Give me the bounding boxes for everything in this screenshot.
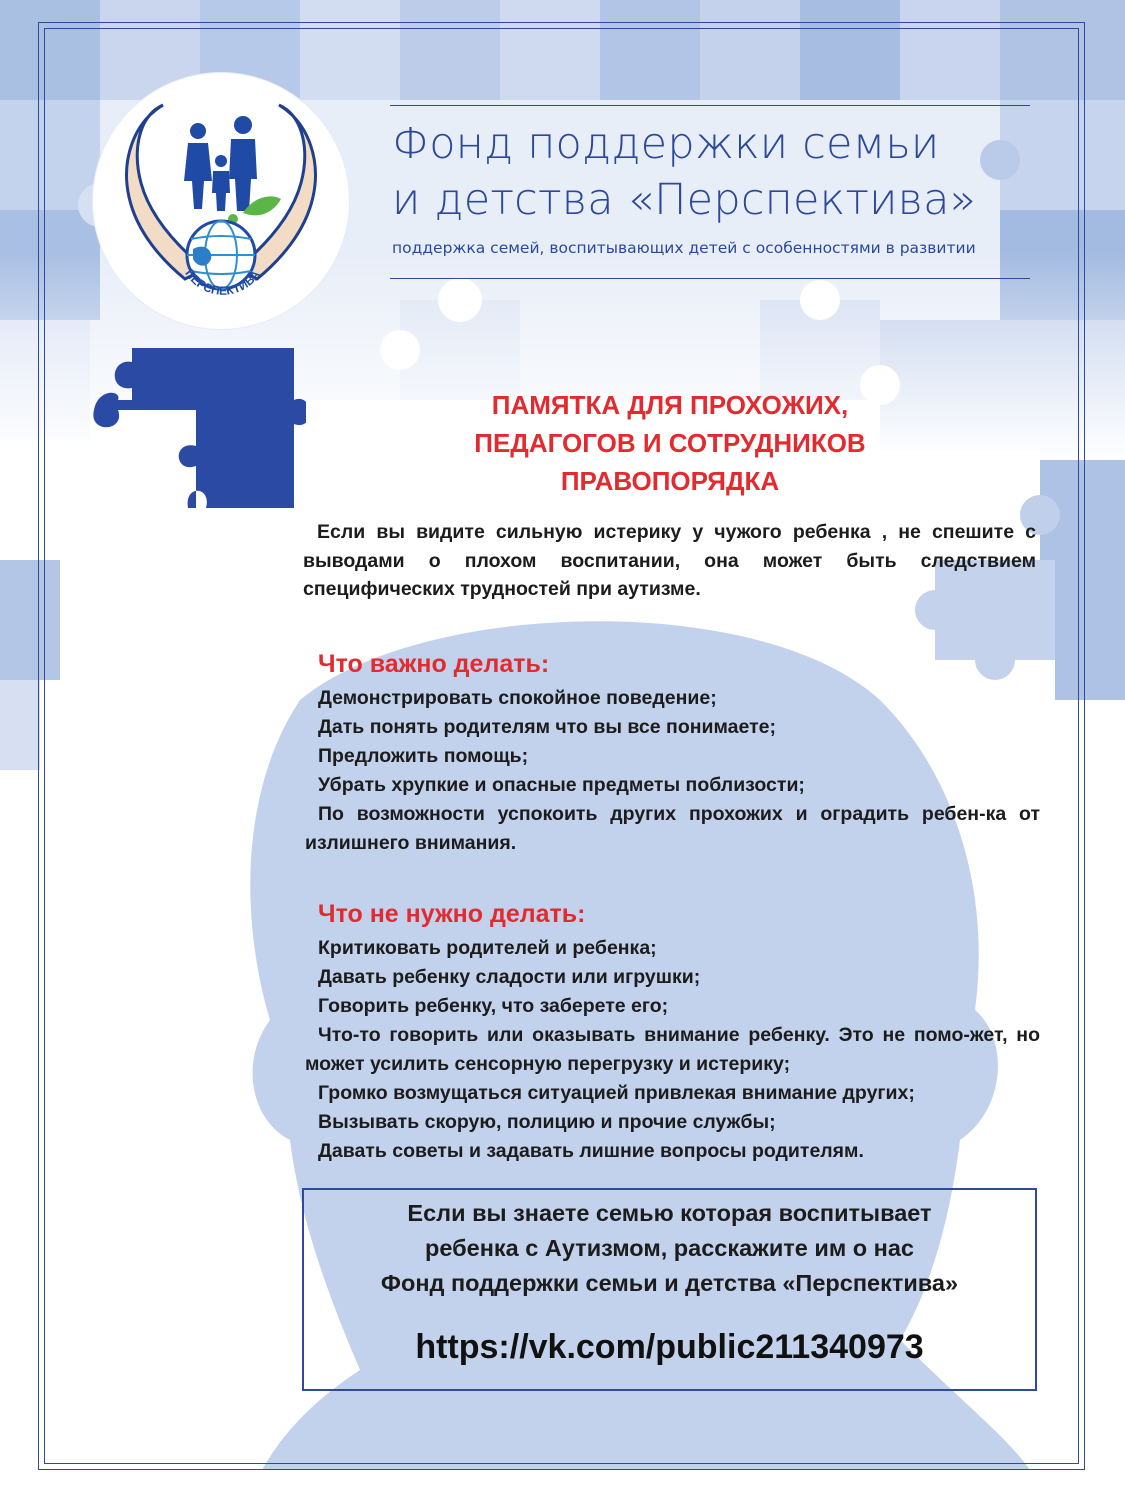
memo-title-line1: ПАМЯТКА ДЛЯ ПРОХОЖИХ, (491, 390, 849, 420)
list-item: Давать ребенку сладости или игрушки; (318, 966, 701, 988)
logo-emblem (93, 73, 349, 329)
list-item: Убрать хрупкие и опасные предметы поблизости; (318, 774, 805, 796)
organization-title-line1: Фонд поддержки семьи (392, 119, 940, 169)
cta-line3: Фонд поддержки семьи и детства «Перспектива» (380, 1270, 959, 1296)
header-rule-bottom (390, 278, 1030, 279)
family-icon (184, 116, 257, 211)
list-item: Критиковать родителей и ребенка; (318, 937, 657, 959)
list-item: Что-то говорить или оказывать внимание ребенку. Это не помо-жет, но может усилить сенсорную перегрузку и истерику; (305, 1024, 1040, 1075)
do-heading: Что важно делать: (318, 650, 550, 678)
logo (93, 73, 349, 329)
list-item: Дать понять родителям что вы все понимаете; (318, 716, 776, 738)
cta-box (302, 1188, 1037, 1391)
cta-text (304, 1196, 1035, 1301)
organization-title (392, 116, 1042, 228)
list-item: По возможности успокоить других прохожих и оградить ребен-ка от излишнего внимания. (305, 803, 1040, 854)
logo-arc-text: ПЕРСПЕКТИВА (182, 266, 263, 298)
vk-link[interactable]: https://vk.com/public211340973 (415, 1328, 924, 1366)
memo-title-line2: ПЕДАГОГОВ И СОТРУДНИКОВ (474, 428, 866, 458)
list-item: Давать советы и задавать лишние вопросы родителям. (318, 1140, 864, 1162)
intro-paragraph: Если вы видите сильную истерику у чужого ребенка , не спешите с выводами о плохом воспитании, она может быть следствием специфических трудностей при аутизме. (303, 521, 1036, 600)
header-rule-top (390, 105, 1030, 106)
dont-heading: Что не нужно делать: (318, 900, 586, 928)
list-item: Громко возмущаться ситуацией привлекая внимание других; (318, 1082, 915, 1104)
dont-list (305, 934, 1040, 1166)
puzzle-piece-icon (88, 348, 306, 508)
memo-title-line3: ПРАВОПОРЯДКА (560, 466, 780, 496)
list-item: Предложить помощь; (318, 745, 529, 767)
list-item: Демонстрировать спокойное поведение; (318, 687, 717, 709)
cta-line2: ребенка с Аутизмом, расскажите им о нас (425, 1235, 914, 1261)
memo-title (400, 386, 940, 500)
organization-title-line2: и детства «Перспектива» (392, 175, 977, 225)
do-list (305, 684, 1040, 858)
list-item: Говорить ребенку, что заберете его; (318, 995, 669, 1017)
leaf-icon (228, 196, 281, 224)
list-item: Вызывать скорую, полицию и прочие службы; (318, 1111, 776, 1133)
cta-line1: Если вы знаете семью которая воспитывает (407, 1200, 932, 1226)
organization-subtitle: поддержка семей, воспитывающих детей с особенностями в развитии (392, 239, 976, 257)
